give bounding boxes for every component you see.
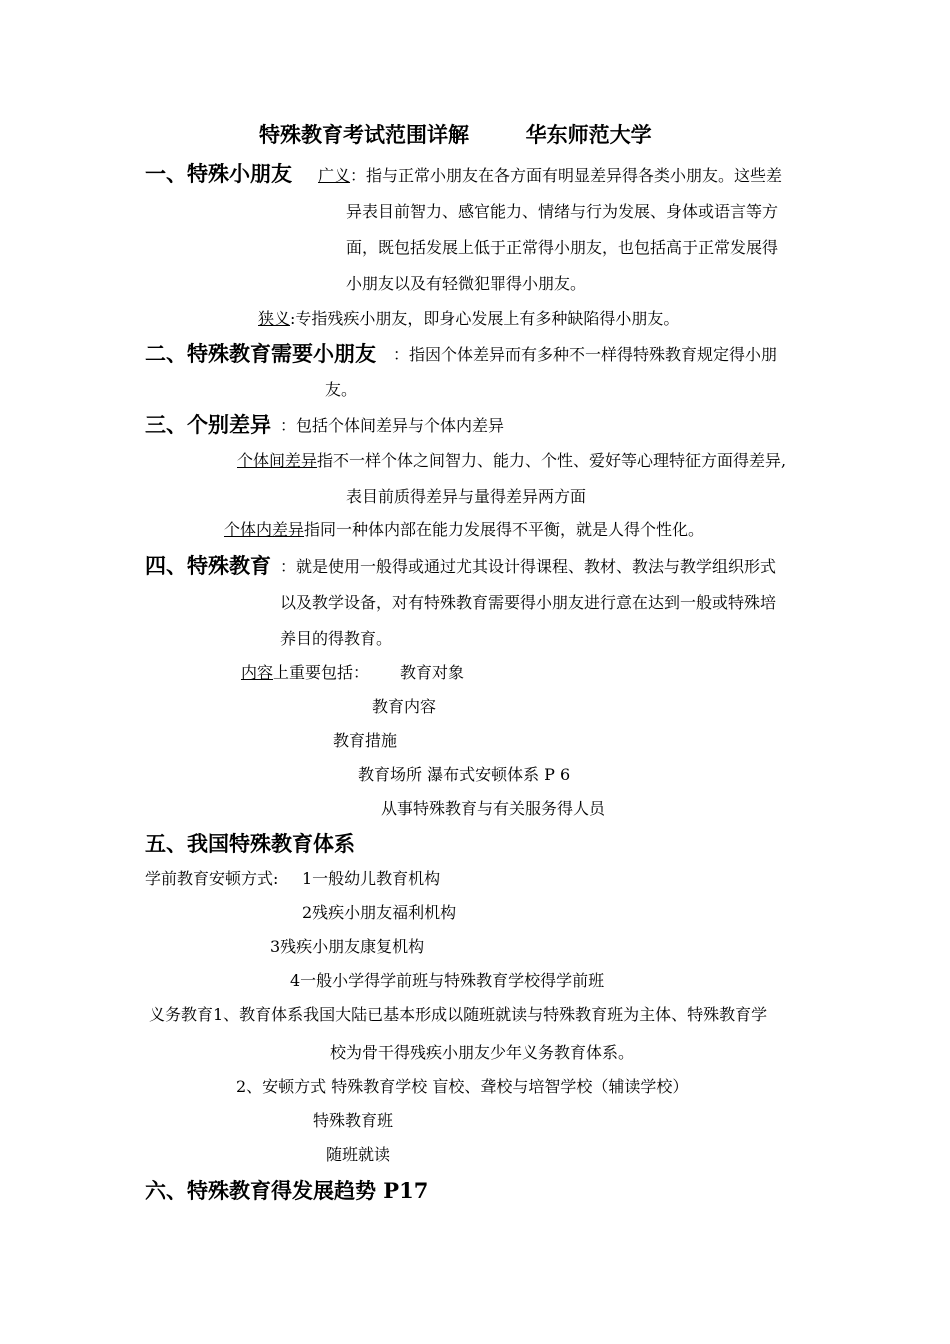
content-item-4: 教育场所 瀑布式安顿体系 P 6 bbox=[358, 765, 571, 784]
preschool-item-4: 4一般小学得学前班与特殊教育学校得学前班 bbox=[290, 971, 605, 990]
narrow-term: 狭义 bbox=[258, 309, 291, 328]
title-main: 特殊教育考试范围详解 bbox=[259, 122, 469, 147]
section-3-text: ：包括个体间差异与个体内差异 bbox=[280, 416, 505, 435]
content-item-1: 教育对象 bbox=[400, 663, 465, 682]
inter-individual-difference bbox=[237, 450, 786, 472]
section-2-heading: 二、特殊教育需要小朋友 bbox=[145, 341, 376, 366]
broad-term: 广义 bbox=[318, 166, 351, 185]
section-1-narrow-definition bbox=[258, 308, 679, 330]
broad-continuation-3: 小朋友以及有轻微犯罪得小朋友。 bbox=[346, 274, 587, 293]
intra-individual-difference bbox=[224, 519, 704, 541]
content-label bbox=[241, 662, 369, 684]
broad-continuation-2: 面，既包括发展上低于正常得小朋友，也包括高于正常发展得 bbox=[346, 238, 779, 257]
preschool-label: 学前教育安顿方式: bbox=[145, 869, 279, 888]
section-4-heading: 四、特殊教育 bbox=[145, 553, 271, 578]
content-item-5: 从事特殊教育与有关服务得人员 bbox=[381, 799, 606, 818]
section-4-text: ：就是使用一般得或通过尤其设计得课程、教材、教法与教学组织形式 bbox=[280, 557, 777, 576]
section-2-continuation: 友。 bbox=[325, 380, 358, 399]
intra-text: 指同一种体内部在能力发展得不平衡，就是人得个性化。 bbox=[304, 520, 705, 539]
section-6-heading: 六、特殊教育得发展趋势 P17 bbox=[145, 1178, 429, 1203]
placement-line: 2、安顿方式 特殊教育学校 盲校、聋校与培智学校（辅读学校） bbox=[236, 1077, 689, 1096]
intra-term: 个体内差异 bbox=[224, 520, 305, 539]
content-term: 内容 bbox=[241, 663, 274, 682]
broad-text: ：指与正常小朋友在各方面有明显差异得各类小朋友。这些差 bbox=[350, 166, 783, 185]
placement-item-2: 随班就读 bbox=[326, 1145, 391, 1164]
title-org: 华东师范大学 bbox=[525, 122, 652, 147]
section-1-heading: 一、特殊小朋友 bbox=[145, 161, 292, 186]
inter-continuation: 表目前质得差异与量得差异两方面 bbox=[346, 487, 587, 506]
inter-text: 指不一样个体之间智力、能力、个性、爱好等心理特征方面得差异, bbox=[317, 451, 787, 470]
content-text: 上重要包括： bbox=[273, 663, 370, 682]
narrow-text: :专指残疾小朋友，即身心发展上有多种缺陷得小朋友。 bbox=[290, 309, 680, 328]
section-4-continuation-1: 以及教学设备，对有特殊教育需要得小朋友进行意在达到一般或特殊培 bbox=[280, 593, 777, 612]
inter-term: 个体间差异 bbox=[237, 451, 318, 470]
section-1-broad-definition bbox=[318, 165, 782, 187]
section-2-text: ：指因个体差异而有多种不一样得特殊教育规定得小朋 bbox=[393, 345, 778, 364]
section-4-continuation-2: 养目的得教育。 bbox=[280, 629, 393, 648]
preschool-item-1: 1一般幼儿教育机构 bbox=[302, 869, 441, 888]
preschool-item-3: 3残疾小朋友康复机构 bbox=[270, 937, 425, 956]
compulsory-line-1: 义务教育1、教育体系我国大陆已基本形成以随班就读与特殊教育班为主体、特殊教育学 bbox=[149, 1005, 768, 1024]
section-5-heading: 五、我国特殊教育体系 bbox=[145, 831, 355, 856]
section-3-heading: 三、个别差异 bbox=[145, 412, 271, 437]
document-title bbox=[259, 122, 652, 148]
placement-item-1: 特殊教育班 bbox=[313, 1111, 394, 1130]
content-item-3: 教育措施 bbox=[333, 731, 398, 750]
compulsory-line-2: 校为骨干得残疾小朋友少年义务教育体系。 bbox=[330, 1043, 635, 1062]
preschool-item-2: 2残疾小朋友福利机构 bbox=[302, 903, 457, 922]
broad-continuation-1: 异表目前智力、感官能力、情绪与行为发展、身体或语言等方 bbox=[346, 202, 779, 221]
content-item-2: 教育内容 bbox=[372, 697, 437, 716]
